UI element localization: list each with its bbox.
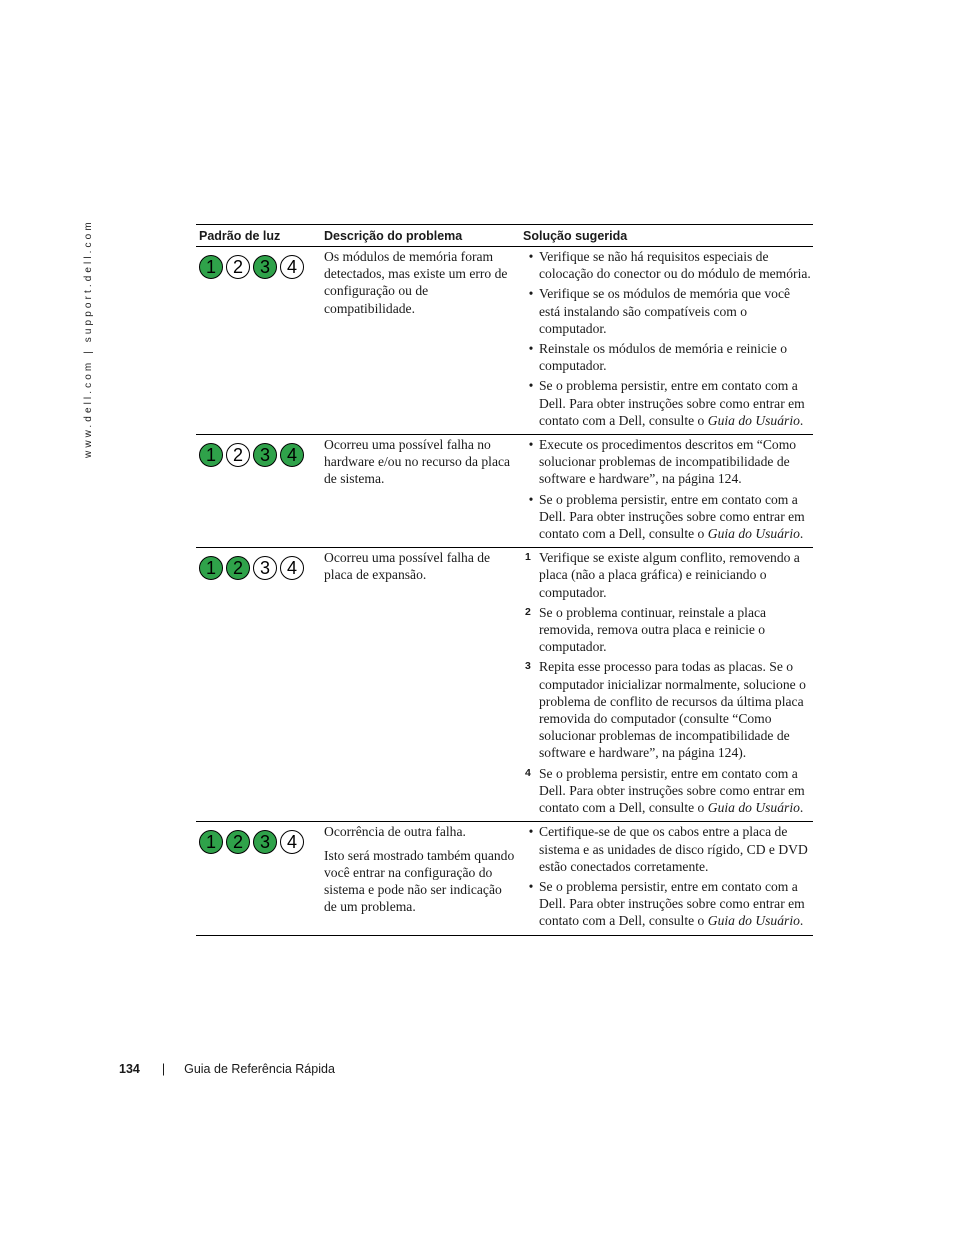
side-url: www.dell.com | support.dell.com [83,219,94,458]
solution-item [523,604,813,656]
problem-description: Ocorrência de outra falha. [324,824,466,840]
footer-title: Guia de Referência Rápida [184,1062,335,1076]
user-guide-reference: Guia do Usuário [707,526,800,542]
solution-text-main: Reinstale os módulos de memória e reinicie o computador. [539,341,788,374]
solution-text-main: Se o problema persistir, entre em contato com a Dell. Para obter instruções sobre como entrar em contato com a Dell, consulte o [539,491,805,542]
diagnostic-light-1-on: 1 [199,830,223,854]
table-row [196,247,813,435]
diagnostic-light-4-off: 4 [280,830,304,854]
problem-description: Isto será mostrado também quando você entrar na configuração do sistema e pode não ser indicação de um problema. [324,847,515,915]
diagnostic-lights [199,556,324,580]
bullet-icon: • [528,341,534,357]
problem-description-cell [324,247,523,434]
header-problem-description: Descrição do problema [324,228,463,243]
solution-text-main: Verifique se não há requisitos especiais de colocação do conector ou do módulo de memória. [539,249,811,282]
solution-item [523,285,813,337]
user-guide-reference: Guia do Usuário [707,913,800,929]
page-number: 134 [119,1062,140,1076]
solution-text [539,549,813,601]
problem-description: Ocorreu uma possível falha no hardware e/ou no recurso da placa de sistema. [324,437,511,487]
diagnostic-light-1-on: 1 [199,556,223,580]
diagnostic-light-2-on: 2 [226,830,250,854]
solution-text [539,436,813,488]
diagnostic-light-4-off: 4 [280,556,304,580]
solution-text-main: Se o problema persistir, entre em contato com a Dell. Para obter instruções sobre como entrar em contato com a Dell, consulte o [539,765,805,816]
light-pattern-cell [196,435,324,547]
solution-text-main: Verifique se os módulos de memória que você está instalando são compatíveis com o computador. [539,286,791,336]
solution-text-main: Se o problema persistir, entre em contato com a Dell. Para obter instruções sobre como entrar em contato com a Dell, consulte o [539,878,805,929]
diagnostic-lights-table [196,224,813,936]
problem-description-cell [324,435,523,547]
problem-description: Os módulos de memória foram detectados, mas existe um erro de configuração ou de compatibilidade. [324,249,508,316]
solution-item [523,436,813,488]
table-row [196,822,813,935]
solution-item [523,340,813,374]
solution-item [523,377,813,429]
solution-text [539,491,813,543]
solution-text [539,285,813,337]
bullet-icon: • [528,378,534,394]
solution-text [539,377,813,429]
step-number: 3 [525,660,531,673]
solution-item [523,658,813,761]
solution-text-end: . [799,412,804,428]
solution-text [539,658,813,761]
diagnostic-lights [199,255,324,279]
solution-text-main: Execute os procedimentos descritos em “Como solucionar problemas de incompatibilidade de software e hardware”, na página 124. [539,437,797,487]
diagnostic-light-3-on: 3 [253,443,277,467]
suggested-solution-cell [523,435,813,547]
header-light-pattern: Padrão de luz [199,228,281,243]
light-pattern-cell [196,822,324,934]
solution-text-main: Verifique se existe algum conflito, removendo a placa (não a placa gráfica) e reiniciando o computador. [539,550,800,600]
diagnostic-lights [199,830,324,854]
step-number: 4 [525,766,531,779]
solution-item [523,765,813,817]
table-row [196,435,813,548]
solution-text-end: . [799,526,804,542]
bullet-icon: • [528,249,534,264]
solution-item [523,878,813,930]
solution-text-main: Repita esse processo para todas as placas. Se o computador inicializar normalmente, solucione o problema de conflito de recursos da última placa removida do computador (consulte “Como solucionar problemas de incompatibilidade de software e hardware”, na página 124). [539,659,806,761]
diagnostic-light-4-on: 4 [280,443,304,467]
header-suggested-solution: Solução sugerida [523,228,628,243]
problem-description-cell [324,822,523,934]
page-footer [119,1062,335,1076]
diagnostic-light-2-off: 2 [226,255,250,279]
problem-description: Ocorreu uma possível falha de placa de expansão. [324,550,491,583]
bullet-icon: • [528,286,534,302]
step-number: 2 [525,605,531,618]
solution-text-end: . [799,800,804,816]
diagnostic-light-3-off: 3 [253,556,277,580]
user-guide-reference: Guia do Usuário [707,800,800,816]
diagnostic-light-3-on: 3 [253,255,277,279]
suggested-solution-cell [523,247,813,434]
table-body [196,247,813,936]
diagnostic-light-3-on: 3 [253,830,277,854]
step-number: 1 [525,551,531,564]
bullet-icon: • [528,437,534,453]
solution-item [523,248,813,282]
solution-text-end: . [799,913,804,929]
solution-text [539,823,813,875]
footer-separator: | [161,1062,166,1076]
bullet-icon: • [528,878,534,894]
solution-item [523,549,813,601]
diagnostic-lights [199,443,324,467]
diagnostic-light-2-on: 2 [226,556,250,580]
bullet-icon: • [528,824,534,840]
solution-text [539,878,813,930]
light-pattern-cell [196,548,324,821]
problem-description-cell [324,548,523,821]
bullet-icon: • [528,491,534,507]
suggested-solution-cell [523,548,813,821]
solution-text [539,340,813,374]
solution-text-main: Se o problema continuar, reinstale a placa removida, remova outra placa e reinicie o computador. [539,604,767,655]
diagnostic-light-4-off: 4 [280,255,304,279]
table-row [196,548,813,822]
solution-text-main: Certifique-se de que os cabos entre a placa de sistema e as unidades de disco rígido, CD e DVD estão conectados corretamente. [539,824,808,874]
solution-text [539,765,813,817]
diagnostic-light-1-on: 1 [199,255,223,279]
solution-item [523,491,813,543]
diagnostic-light-1-on: 1 [199,443,223,467]
diagnostic-light-2-off: 2 [226,443,250,467]
suggested-solution-cell [523,822,813,934]
user-guide-reference: Guia do Usuário [707,412,800,428]
table-header [196,225,813,247]
light-pattern-cell [196,247,324,434]
solution-text-main: Se o problema persistir, entre em contato com a Dell. Para obter instruções sobre como entrar em contato com a Dell, consulte o [539,378,805,428]
solution-text [539,248,813,282]
solution-text [539,604,813,656]
solution-item [523,823,813,875]
